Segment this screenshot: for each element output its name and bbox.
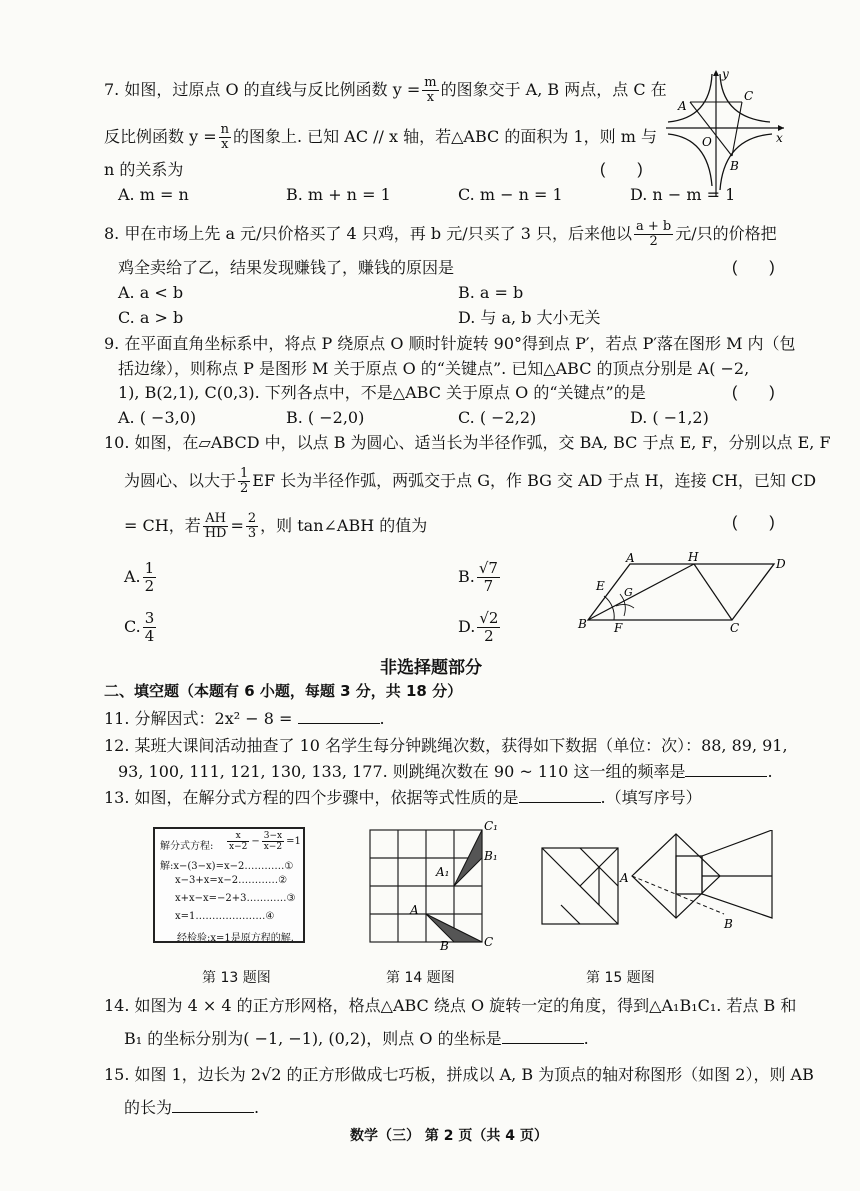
- grid-4x4: [370, 830, 482, 942]
- q8-option-d: D. 与 a, b 大小无关: [458, 308, 601, 327]
- q10-answer-paren: ( ): [732, 514, 775, 531]
- q9-option-b: B. ( −2,0): [286, 408, 365, 427]
- tangram-square: [542, 848, 618, 924]
- fig13-equation: $\frac{x}{x-2}$ − $\frac{3-x}{x-2}$ =1: [229, 831, 301, 852]
- q9-option-a: A. ( −3,0): [118, 408, 197, 427]
- fig13-check: 经检验:x=1是原方程的解.: [177, 933, 294, 944]
- arc-ef: [604, 596, 614, 620]
- q7-line2: 反比例函数 y = $\frac{n}{x}$ 的图象上. 已知 AC // x 轴，若△ABC 的面积为 1，则 m 与: [104, 122, 657, 152]
- q9-line2: 括边缘），则称点 P 是图形 M 关于原点 O 的“关键点”. 已知△ABC 的顶点分别是 A( −2,: [118, 359, 750, 378]
- q14-line2: B₁ 的坐标分别为( −1, −1), (0,2)，则点 O 的坐标是 .: [124, 1029, 589, 1048]
- q10-figure: [574, 550, 796, 634]
- label-d: D: [776, 557, 786, 571]
- q9-line3: 1), B(2,1), C(0,3). 下列各点中，不是△ABC 关于原点 O 的“关键点”的是: [118, 383, 646, 402]
- fig13-title: 解分式方程:: [160, 841, 214, 852]
- q11-blank[interactable]: [298, 707, 380, 724]
- caption-fig13: 第 13 题图: [202, 970, 271, 986]
- part-two-heading: 二、填空题（本题有 6 小题，每题 3 分，共 18 分）: [104, 682, 463, 700]
- label-x: x: [776, 131, 783, 145]
- q8-line1: 8. 甲在市场上先 a 元/只价格买了 4 只鸡，再 b 元/只买了 3 只，后来他以 $\frac{a + b}{2}$ 元/只的价格把: [104, 219, 777, 249]
- label-f: F: [614, 621, 623, 634]
- q8-option-a: A. a < b: [118, 283, 184, 302]
- tangram-fish: [632, 830, 772, 918]
- label-a1: A₁: [436, 865, 450, 879]
- label-g: G: [624, 586, 633, 599]
- label-a: A: [626, 551, 635, 565]
- label-b1: B₁: [484, 849, 498, 863]
- q7-line1: 7. 如图，过原点 O 的直线与反比例函数 y = $\frac{m}{x}$ 的图象交于 A, B 两点，点 C 在: [104, 75, 667, 105]
- label-y: y: [722, 67, 729, 81]
- q14-line1: 14. 如图为 4 × 4 的正方形网格，格点△ABC 绕点 O 旋转一定的角度，得到△A₁B₁C₁. 若点 B 和: [104, 996, 797, 1015]
- label-c: C: [730, 621, 740, 634]
- label-c: C: [484, 935, 494, 949]
- caption-fig14: 第 14 题图: [386, 970, 455, 986]
- q7-option-b: B. m + n = 1: [286, 185, 391, 204]
- q15-line1: 15. 如图 1，边长为 2√2 的正方形做成七巧板，拼成以 A, B 为顶点的轴对称图形（如图 2），则 AB: [104, 1065, 814, 1084]
- page-footer: 数学（三） 第 2 页（共 4 页）: [350, 1128, 548, 1144]
- q10-option-b: B. $\frac{√7}{7}$: [458, 559, 498, 595]
- label-e: E: [596, 579, 605, 593]
- parallelogram-abcd: [588, 564, 774, 620]
- curve-n-q4: [720, 134, 772, 190]
- q9-line1: 9. 在平面直角坐标系中，将点 P 绕原点 O 顺时针旋转 90°得到点 P′，若点 P′落在图形 M 内（包: [104, 334, 796, 353]
- caption-fig15: 第 15 题图: [586, 970, 655, 986]
- q13: 13. 如图，在解分式方程的四个步骤中，依据等式性质的是 .（填写序号）: [104, 788, 702, 807]
- q8-answer-paren: ( ): [732, 259, 775, 276]
- q8-option-b: B. a = b: [458, 283, 524, 302]
- label-a: A: [410, 903, 419, 917]
- q15-blank[interactable]: [172, 1096, 254, 1113]
- q9-answer-paren: ( ): [732, 384, 775, 401]
- label-c: C: [744, 89, 754, 103]
- label-h: H: [688, 550, 699, 564]
- section-title: 非选择题部分: [380, 658, 482, 678]
- label-o: O: [702, 135, 712, 149]
- q9-option-d: D. ( −1,2): [630, 408, 709, 427]
- q14-figure: [358, 818, 498, 950]
- label-b: B: [440, 939, 449, 950]
- q7-option-c: C. m − n = 1: [458, 185, 563, 204]
- curve-n-q2: [668, 74, 712, 122]
- fig13-step3: x+x−x=−2+3…………③: [175, 893, 296, 904]
- q9-option-c: C. ( −2,2): [458, 408, 537, 427]
- q15-line2: 的长为 .: [124, 1098, 260, 1117]
- label-b: B: [724, 917, 733, 931]
- q14-blank[interactable]: [502, 1027, 584, 1044]
- q8-option-c: C. a > b: [118, 308, 184, 327]
- q12-line1: 12. 某班大课间活动抽查了 10 名学生每分钟跳绳次数，获得如下数据（单位：次）：88, 89, 91,: [104, 736, 788, 755]
- q8-line2: 鸡全卖给了乙，结果发现赚钱了，赚钱的原因是: [118, 258, 455, 277]
- fig13-step1: 解:x−(3−x)=x−2…………①: [160, 861, 294, 872]
- label-b: B: [578, 617, 587, 631]
- q10-option-c: C. $\frac{3}{4}$: [124, 609, 155, 645]
- label-b: B: [730, 159, 739, 173]
- q7-figure: [662, 66, 786, 198]
- q10-option-a: A. $\frac{1}{2}$: [124, 559, 155, 595]
- label-c1: C₁: [484, 819, 498, 833]
- segment-ab: [632, 876, 724, 914]
- q7-option-a: A. m = n: [118, 185, 189, 204]
- q7-answer-paren: ( ): [600, 161, 643, 178]
- q12-line2: 93, 100, 111, 121, 130, 133, 177. 则跳绳次数在 90 ~ 110 这一组的频率是 .: [118, 762, 773, 781]
- q15-figure: [536, 830, 784, 934]
- fig13-step4: x=1…………………④: [175, 911, 275, 922]
- q13-blank[interactable]: [519, 786, 601, 803]
- segment-ch: [694, 564, 732, 620]
- q11: 11. 分解因式：2x² − 8 = .: [104, 709, 385, 728]
- q12-blank[interactable]: [685, 760, 767, 777]
- q7-option-d: D. n − m = 1: [630, 185, 736, 204]
- label-a: A: [620, 871, 629, 885]
- q13-figure: [153, 827, 305, 943]
- q10-line1: 10. 如图，在▱ABCD 中，以点 B 为圆心、适当长为半径作弧，交 BA, BC 于点 E, F，分别以点 E, F: [104, 433, 831, 452]
- label-a: A: [678, 99, 687, 113]
- q10-option-d: D. $\frac{√2}{2}$: [458, 609, 499, 645]
- q7-line3: n 的关系为: [104, 160, 184, 179]
- q10-line3: = CH，若 $\frac{AH}{HD}$ = $\frac{2}{3}$ ，则 tan∠ABH 的值为: [124, 511, 428, 541]
- fig13-step2: x−3+x=x−2…………②: [175, 875, 288, 886]
- q10-line2: 为圆心、以大于 $\frac{1}{2}$ EF 长为半径作弧，两弧交于点 G，作 BG 交 AD 于点 H，连接 CH，已知 CD: [124, 466, 817, 496]
